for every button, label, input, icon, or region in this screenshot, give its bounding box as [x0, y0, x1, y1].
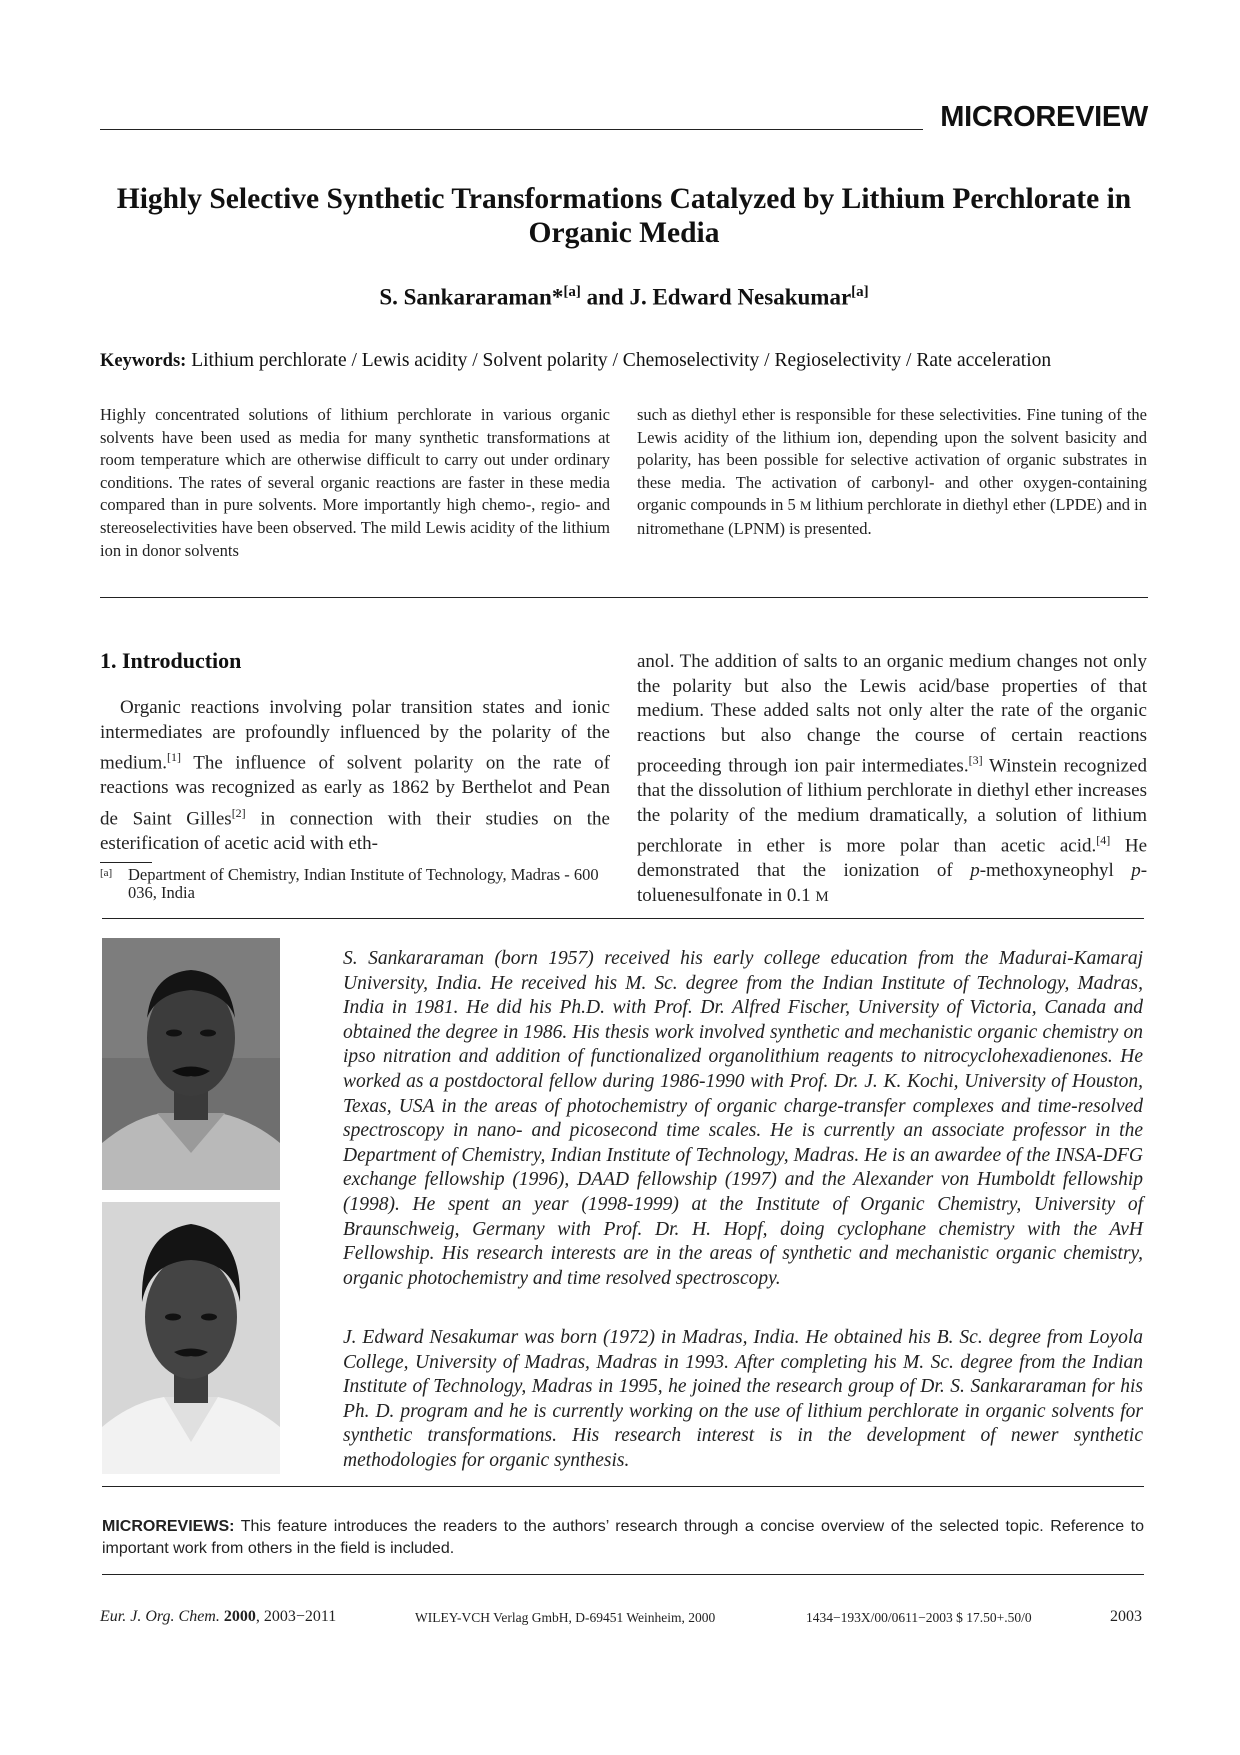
citation: [1]: [167, 750, 182, 765]
footnote-text: Department of Chemistry, Indian Institute of Technology, Madras - 600 036, India: [128, 865, 599, 902]
author-name: J. Edward Nesakumar: [629, 284, 852, 310]
abstract-text: such as diethyl ether is responsible for these selectivities. Fine tuning of the Lewis acidity of the lithium ion, depending upon the solvent basicity and polarity, has been possible for selective activation of organic substrates in these media. The activation of carbonyl- and other oxygen-containing organic compounds in 5: [637, 405, 1147, 515]
author-photo-nesakumar: [102, 1202, 280, 1474]
citation: [4]: [1096, 833, 1111, 848]
header-rule: [100, 129, 923, 130]
abstract-rule: [100, 597, 1148, 598]
abstract-text: lithium perchlorate in diethyl ether (LPDE) and in nitromethane (LPNM) is presented.: [637, 495, 1147, 538]
intro-column-left: [100, 696, 610, 856]
author-joiner: and: [580, 284, 630, 310]
copyright-code: 1434−193X/00/0611−2003 $ 17.50+.50/0: [806, 1610, 1032, 1625]
affiliation-mark: [a]: [851, 284, 869, 300]
author-bio-sankararaman: S. Sankararaman (born 1957) received his early college education from the Madurai-Kamaraj University, India. He received his M. Sc. degree from the Indian Institute of Technology, Madras, India in 1981. He did his Ph.D. with Prof. Dr. Alfred Fischer, University of Victoria, Canada and obtained the degree in 1986. His thesis work involved synthetic and mechanistic organic chemistry on ipso nitration and addition of functionalized organolithium reagents to nitrocyclohexadienones. He worked as a postdoctoral fellow during 1986-1990 with Prof. Dr. J. K. Kochi, University of Houston, Texas, USA in the areas of photochemistry of organic charge-transfer complexes and time-resolved spectroscopy in nano- and picosecond time scales. He is currently an associate professor in the Department of Chemistry, Indian Institute of Technology, Madras. He is an awardee of the INSA-DFG exchange fellowship (1996), DAAD fellowship (1997) and the Alexander von Humboldt fellowship (1998). He spent an year (1998-1999) at the Institute of Organic Chemistry, University of Braunschweig, Germany with Prof. Dr. H. Hopf, doing cyclophane chemistry with the AvH Fellowship. His research interests are in the areas of synthetic and mechanistic organic chemistry, organic photochemistry and time resolved spectroscopy.: [343, 948, 1143, 1289]
author-bio-nesakumar: J. Edward Nesakumar was born (1972) in Madras, India. He obtained his B. Sc. degree from Loyola College, University of Madras, Madras in 1993. After completing his M. Sc. degree from the Indian Institute of Technology, Madras in 1995, he joined the research group of Dr. S. Sankararaman for his Ph. D. program and he is currently working on the use of lithium perchlorate in organic solvents for synthetic transformations. His research interest is in the development of newer synthetic methodologies for organic synthesis.: [343, 1327, 1143, 1471]
intro-column-right: [637, 650, 1147, 910]
affiliation-footnote: [100, 866, 600, 902]
paragraph-text: anol. The addition of salts to an organic medium changes not only the polarity but also the Lewis acid/base properties of that medium. These added salts not only alter the rate of the organic reactions but also change the course of certain reactions proceeding through ion pair intermediates.: [637, 651, 1147, 777]
page-number: 2003: [1110, 1608, 1142, 1625]
italic-prefix: p: [1131, 860, 1141, 882]
paragraph-text: in connection with their studies on the esterification of acetic acid with eth-: [100, 808, 610, 854]
page-header: [100, 100, 1148, 134]
section-heading: 1. Introduction: [100, 648, 242, 673]
abstract-left: Highly concentrated solutions of lithium perchlorate in various organic solvents have been used as media for many synthetic transformations at room temperature which are otherwise difficult to carry out under ordinary conditions. The rates of several organic reactions are faster in these media compared than in pure solvents. More importantly high chemo-, regio- and stereoselectivities have been observed. The mild Lewis acidity of the lithium ion in donor solvents: [100, 405, 610, 560]
paragraph-text: -toluenesulfonate in 0.1: [637, 860, 1148, 906]
bio-bottom-rule: [102, 1486, 1144, 1487]
keywords-text: Lithium perchlorate / Lewis acidity / Solvent polarity / Chemoselectivity / Regioselectivity / Rate acceleration: [191, 350, 1052, 371]
author-photo-sankararaman: [102, 938, 280, 1190]
paragraph-text: Winstein recognized that the dissolution of lithium perchlorate in diethyl ether increases the polarity of the medium dramatically, a solution of lithium perchlorate in ether is more polar than acetic acid.: [637, 755, 1147, 857]
journal-name: Eur. J. Org. Chem.: [100, 1608, 220, 1625]
journal-citation: [100, 1608, 336, 1626]
note-text: This feature introduces the readers to the authors’ research through a concise overview of the selected topic. Reference to important work from others in the field is included.: [102, 1518, 1144, 1557]
bio-top-rule: [102, 918, 1144, 919]
molar-unit: M: [815, 889, 829, 905]
article-title: Highly Selective Synthetic Transformations Catalyzed by Lithium Perchlorate in Organic Media: [116, 183, 1132, 249]
keywords-label: Keywords:: [100, 351, 187, 371]
note-label: MICROREVIEWS:: [102, 1518, 235, 1535]
molar-unit: M: [799, 498, 812, 514]
citation: [2]: [231, 805, 246, 820]
publisher-line: WILEY-VCH Verlag GmbH, D-69451 Weinheim, 2000: [415, 1610, 716, 1625]
abstract-right: [637, 404, 1147, 541]
journal-pages: , 2003−2011: [255, 1608, 337, 1625]
footer-rule: [102, 1574, 1144, 1575]
footnote-mark: [a]: [100, 867, 113, 879]
italic-prefix: p: [970, 860, 980, 882]
section-label: MICROREVIEW: [940, 101, 1148, 133]
author-line: [100, 284, 1148, 311]
microreviews-note: [102, 1516, 1144, 1560]
paragraph-text: He demonstrated that the ionization of: [637, 835, 1147, 882]
paragraph-text: Organic reactions involving polar transition states and ionic intermediates are profoundly influenced by the polarity of the medium.: [100, 697, 610, 774]
citation: [3]: [968, 753, 983, 768]
journal-year: 2000: [223, 1608, 256, 1625]
paragraph-text: -methoxyneophyl: [979, 860, 1132, 882]
author-name: S. Sankararaman*: [379, 284, 564, 310]
portrait-image: [102, 938, 280, 1190]
affiliation-mark: [a]: [563, 284, 581, 300]
portrait-image: [102, 1202, 280, 1474]
footnote-rule: [100, 862, 152, 863]
keywords: [100, 350, 1148, 372]
paragraph-text: The influence of solvent polarity on the rate of reactions was recognized as early as 1862 by Berthelot and Pean de Saint Gilles: [100, 752, 610, 830]
